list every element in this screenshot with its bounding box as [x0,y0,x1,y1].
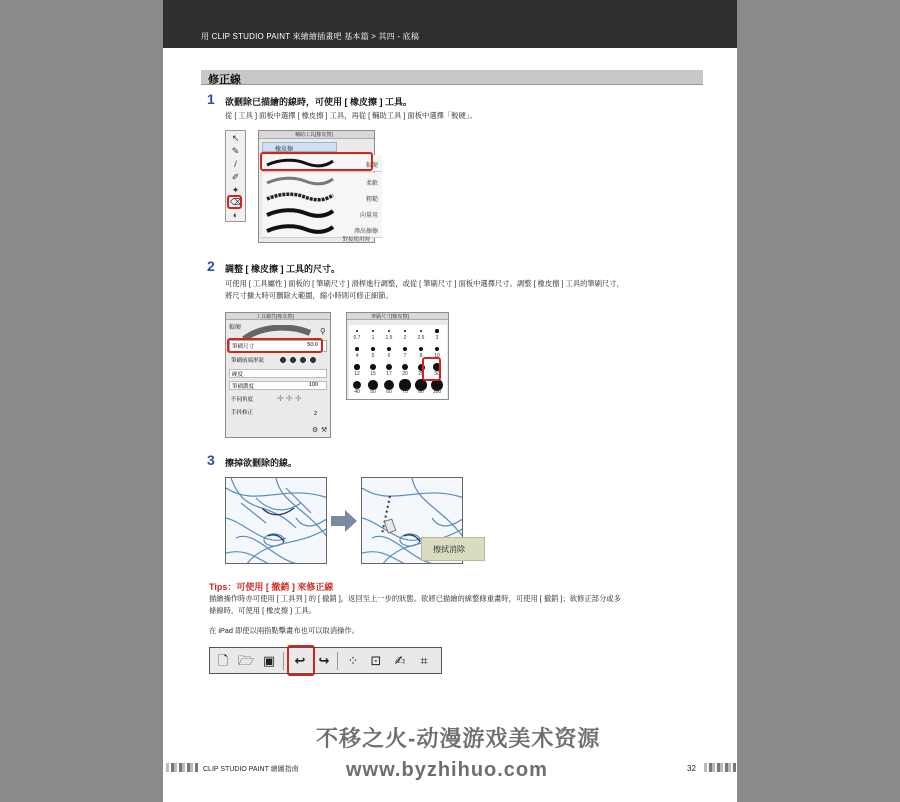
blend-tool-icon[interactable]: ◐ [232,210,239,220]
brush-size-label: 8 [419,353,423,359]
redo-icon[interactable]: ↪ [318,653,330,668]
brush-size-dot [387,347,391,351]
toolbar-divider [283,652,284,670]
brush-size-dot [420,330,423,333]
brush-size-label: 17 [386,371,392,377]
command-bar [209,647,442,674]
footer-book-title: CLIP STUDIO PAINT 繪圖指南 [203,766,299,773]
page-header [163,0,737,48]
erase-callout: 擦拭消除 [421,537,485,561]
brush-size-cell[interactable] [398,343,412,363]
zoom-icon[interactable]: ⚲ [320,327,326,336]
selection-icon[interactable]: ⁘ [347,653,359,668]
pencil-tool-icon[interactable]: / [234,159,237,169]
tips-line-2: 條線時，可使用 [ 橡皮擦 ] 工具。 [209,606,317,615]
brush-size-dot [353,381,362,390]
watermark-line-2: www.byzhihuo.com [346,759,548,781]
brush-size-label: 80 [418,389,424,395]
brush-size-dot [435,347,440,352]
subtool-panel [258,130,378,243]
step-2-title: 調整 [ 橡皮擦 ] 工具的尺寸。 [225,264,340,274]
brush-size-dot [355,347,358,350]
brush-size-dot [371,347,375,351]
brush-size-cell[interactable] [430,379,444,399]
tips-line-1: 描繪操作時亦可使用 [ 工具列 ] 的 [ 撤銷 ]，返回至上一步的狀態。欲將已描繪的線整條重畫時，可使用 [ 撤銷 ]；欲修正部分或多 [209,594,621,603]
eraser-highlight [227,195,242,209]
subtool-item-bleed[interactable]: 滲出擦擦 [262,221,382,238]
stabilization-slider[interactable]: 手抖修正 2 [231,410,317,417]
toolbar-divider [337,652,338,670]
brush-size-dot [388,330,390,332]
brush-size-label: 5 [371,353,375,359]
page-number: 32 [687,764,696,773]
eraser-tool-icon[interactable]: ⌫ [230,197,243,207]
brush-size-cell[interactable] [382,361,396,381]
brush-size-dot [370,364,376,370]
hardness-slider[interactable]: 硬度 [229,369,327,378]
subtool-item-rough[interactable]: 粗糙 [262,189,382,206]
undo-icon[interactable]: ↩ [294,653,306,668]
running-title: 用 CLIP STUDIO PAINT 來繪繪插畫吧 基本篇 > 其四 - 底稿 [201,32,420,41]
undo-highlight [287,645,315,676]
brush-tip-options[interactable] [279,356,319,363]
brush-size-label: 20 [402,371,408,377]
save-icon[interactable]: ▣ [262,653,276,668]
brush-size-label: 12 [354,371,360,377]
brush-size-cell[interactable] [366,379,380,399]
hard-eraser-highlight [260,152,373,171]
brush-size-cell[interactable] [350,343,364,363]
brush-size-label: 2.5 [417,335,425,341]
subtool-group-label: 橡皮擦 [275,147,294,153]
brush-size-label: 4 [355,353,359,359]
step-1-number: 1 [207,91,215,107]
settings-icon[interactable]: ⚙ [312,427,319,434]
brush-size-cell[interactable] [350,379,364,399]
brush-size-label: 100 [432,389,442,395]
brush-size-cell[interactable] [366,343,380,363]
brush-size-cell[interactable] [382,343,396,363]
brush-size-dot [404,330,407,333]
brush-size-cell[interactable] [414,325,428,345]
step-3-title: 擦掉欲刪除的線。 [225,458,298,468]
pen-tool-icon[interactable]: ✎ [231,146,240,156]
tool-property-title: 工具屬性[橡皮擦] [256,314,294,320]
brush-size-label: 1 [371,335,375,341]
fill-icon[interactable]: ✍ [394,653,406,668]
brush-size-dot [435,329,438,332]
brush-size-slider[interactable]: 筆刷尺寸 50.0 [229,340,327,352]
brush-size-panel-title: 筆刷尺寸[橡皮擦] [371,314,409,320]
brush-tip-label: 筆刷前端形狀 [231,358,265,364]
brush-size-label: 10 [434,353,440,359]
angle-option[interactable]: 不同角度 ✛ ✛ ✛ [231,394,302,403]
footer-decoration-left [166,763,198,772]
brush-size-dot [402,364,408,370]
brush-size-cell[interactable] [398,361,412,381]
airbrush-tool-icon[interactable]: ✦ [231,185,240,195]
brush-size-dot [354,364,359,369]
brush-size-cell[interactable] [366,325,380,345]
section-title-bar [201,70,703,85]
step-1-title: 欲刪除已描繪的線時，可使用 [ 橡皮擦 ] 工具。 [225,97,412,107]
open-icon[interactable]: 🗁 [237,653,255,668]
tool-property-subtitle: 較硬 [229,325,242,331]
brush-size-cell[interactable] [366,361,380,381]
arrow-right-icon [331,510,357,532]
subtool-item-soft[interactable]: 柔軟 [262,173,382,190]
tool-property-panel [225,312,331,438]
subtool-item-join[interactable]: 對接使用時 [342,237,370,243]
crop-icon[interactable]: ⌗ [420,653,428,668]
brush-size-cell[interactable] [350,361,364,381]
tips-ipad-note: 在 iPad 即使以兩指點擊畫布也可以取消操作。 [209,626,360,635]
brush-size-cell[interactable] [414,379,428,399]
brush-size-dot [356,330,358,332]
step-3-number: 3 [207,452,215,468]
step-1-desc: 從 [ 工具 ] 面板中選擇 [ 橡皮擦 ] 工具，再從 [ 輔助工具 ] 面板中選擇「較硬」。 [225,111,477,120]
subtool-item-vector[interactable]: 向量用 [262,205,382,222]
subtool-item-hard[interactable]: 較硬 [262,155,382,172]
brush-size-selection-highlight [422,357,441,381]
transform-icon[interactable]: ⊡ [370,653,382,668]
footer-decoration-right [704,763,736,772]
brush-size-cell[interactable] [430,325,444,345]
brush-size-label: 30 [434,371,440,377]
brush-size-label: 3 [435,335,439,341]
step-2-number: 2 [207,258,215,274]
document-page [163,0,737,802]
step-2-desc-line-1: 可使用 [ 工具屬性 ] 面板的 [ 筆刷尺寸 ] 滑桿進行調整，或從 [ 筆刷尺寸 ] 面板中選擇尺寸。調整 [ 橡皮擦 ] 工具的筆刷尺寸， [225,279,624,288]
brush-size-cell[interactable] [398,379,412,399]
step-2-desc-line-2: 將尺寸擴大時可刪除大範圍，縮小時則可修正細節。 [225,291,393,300]
brush-size-label: 40 [354,389,360,395]
brush-density-slider[interactable]: 筆刷濃度 100 [229,381,327,390]
brush-size-cell[interactable] [398,325,412,345]
move-tool-icon[interactable]: ↖ [231,133,240,143]
tips-title: Tips：可使用 [ 撤銷 ] 來修正線 [209,582,334,592]
brush-size-label: 0.7 [353,335,361,341]
before-artwork [225,477,327,564]
brush-size-label: 50 [370,389,376,395]
brush-size-label: 70 [402,389,408,395]
wrench-icon[interactable]: ⚒ [321,427,328,434]
brush-size-label: 15 [370,371,376,377]
brush-size-dot [403,347,407,351]
brush-size-highlight [227,338,323,353]
brush-size-label: 2 [403,335,407,341]
brush-size-cell[interactable] [382,325,396,345]
brush-size-dot [372,330,374,332]
brush-size-label: 6 [387,353,391,359]
section-title: 修正線 [208,74,241,86]
brush-size-panel [346,312,449,400]
brush-tool-icon[interactable]: ✐ [231,172,240,182]
angle-icons: ✛ ✛ ✛ [277,394,302,403]
brush-size-dot [386,364,392,370]
brush-size-label: 7 [403,353,407,359]
brush-size-cell[interactable] [382,379,396,399]
new-icon[interactable]: 🗋 [217,653,229,668]
brush-size-cell[interactable] [350,325,364,345]
brush-size-dot [419,347,423,351]
brush-size-label: 1.5 [385,335,393,341]
subtool-panel-title: 輔助工具[橡皮擦] [295,132,333,138]
brush-size-label: 25 [418,371,424,377]
watermark-line-1: 不移之火-动漫游戏美术资源 [316,726,601,751]
brush-size-label: 60 [386,389,392,395]
